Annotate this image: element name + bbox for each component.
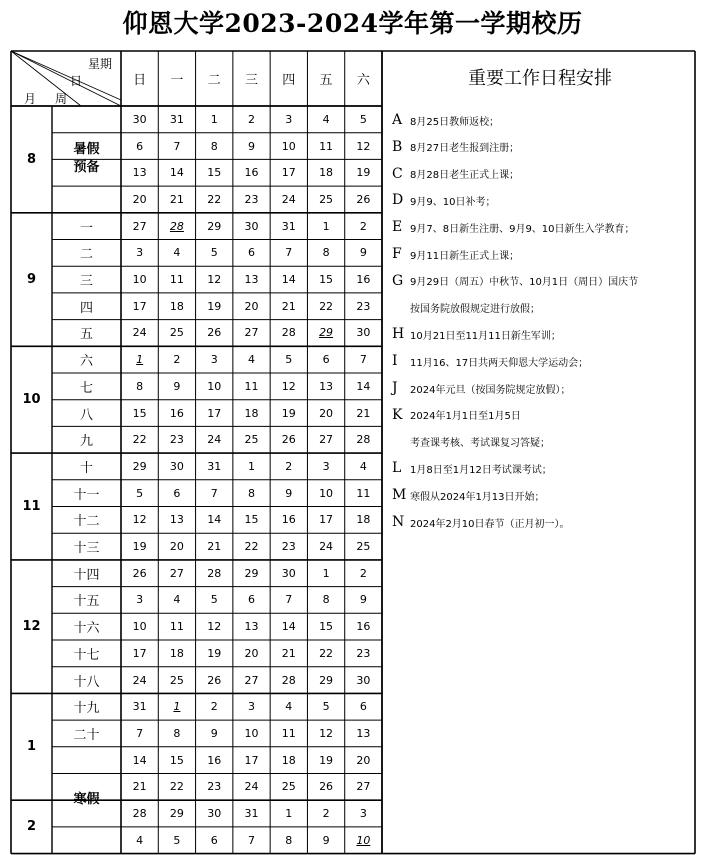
date-cell: 31	[244, 807, 259, 821]
date-cell: 20	[244, 299, 259, 313]
date-cell: 17	[244, 753, 259, 767]
date-cell: 1	[136, 353, 144, 367]
date-cell: 10	[356, 833, 371, 847]
date-cell: 2	[173, 353, 181, 367]
date-cell: 5	[210, 246, 218, 260]
date-cell: 1	[322, 219, 330, 233]
schedule-note	[392, 321, 561, 347]
date-cell: 24	[319, 540, 334, 554]
date-cell: 19	[319, 753, 334, 767]
date-cell: 2	[322, 807, 330, 821]
date-cell: 23	[244, 192, 259, 206]
date-cell: 6	[359, 700, 367, 714]
date-cell: 28	[169, 219, 184, 233]
date-cell: 25	[244, 433, 259, 447]
date-cell: 25	[169, 673, 184, 687]
date-cell: 15	[169, 753, 184, 767]
date-cell: 9	[359, 246, 367, 260]
week-label: 十	[79, 460, 93, 476]
date-cell: 16	[356, 620, 371, 634]
date-cell: 14	[281, 620, 296, 634]
date-cell: 20	[319, 406, 334, 420]
date-cell: 28	[207, 566, 222, 580]
date-cell: 6	[173, 486, 181, 500]
date-cell: 3	[210, 353, 218, 367]
date-cell: 25	[356, 540, 371, 554]
week-label: 十二	[73, 514, 100, 530]
week-label: 十四	[73, 567, 100, 583]
pre-semester-label: 暑假	[73, 142, 100, 158]
month-label-2: 2	[26, 819, 37, 835]
date-cell: 27	[356, 780, 371, 794]
date-cell: 13	[244, 620, 259, 634]
date-cell: 7	[285, 593, 293, 607]
date-cell: 10	[244, 726, 259, 740]
date-cell: 15	[319, 620, 334, 634]
schedule-note	[392, 241, 519, 267]
note-text: 2024年2月10日春节（正月初一）。	[410, 518, 570, 530]
date-cell: 9	[285, 486, 293, 500]
month-label-11: 11	[22, 498, 41, 514]
date-cell: 14	[207, 513, 222, 527]
date-cell: 19	[281, 406, 296, 420]
date-cell: 10	[132, 620, 147, 634]
date-cell: 7	[173, 139, 181, 153]
date-cell: 6	[247, 593, 255, 607]
date-cell: 1	[322, 566, 330, 580]
schedule-note	[392, 134, 519, 160]
month-label-9: 9	[26, 272, 37, 288]
date-cell: 16	[356, 273, 371, 287]
week-label: 三	[79, 274, 93, 290]
date-cell: 10	[132, 273, 147, 287]
date-cell: 17	[319, 513, 334, 527]
date-cell: 29	[319, 673, 334, 687]
week-label: 四	[79, 300, 93, 316]
note-text: 8月25日教师返校；	[410, 116, 500, 128]
date-cell: 13	[319, 379, 334, 393]
week-label: 六	[79, 354, 93, 370]
date-cell: 4	[359, 459, 367, 473]
date-cell: 15	[132, 406, 147, 420]
date-cell: 28	[132, 807, 147, 821]
date-cell: 13	[244, 273, 259, 287]
date-cell: 1	[210, 112, 218, 126]
date-cell: 20	[169, 540, 184, 554]
note-letter: M	[392, 487, 407, 504]
schedule-note	[392, 107, 499, 133]
date-cell: 2	[210, 700, 218, 714]
date-cell: 12	[207, 273, 222, 287]
note-text: 8月28日老生正式上课；	[410, 170, 520, 182]
date-cell: 11	[281, 726, 296, 740]
date-cell: 26	[356, 192, 371, 206]
date-cell: 6	[322, 353, 330, 367]
note-letter: N	[392, 514, 405, 530]
week-label: 十九	[73, 701, 100, 717]
date-cell: 16	[207, 753, 222, 767]
date-cell: 2	[359, 219, 367, 233]
date-cell: 12	[132, 513, 147, 527]
date-cell: 3	[359, 807, 367, 821]
date-cell: 29	[244, 566, 259, 580]
note-letter: J	[392, 380, 398, 396]
date-cell: 3	[136, 593, 144, 607]
corner-month-label: 月	[24, 92, 37, 106]
date-cell: 22	[244, 540, 259, 554]
schedule-note	[392, 375, 570, 401]
note-letter: G	[392, 272, 404, 289]
note-text: 10月21日至11月11日新生军训；	[410, 330, 561, 342]
date-cell: 5	[210, 593, 218, 607]
date-cell: 13	[169, 513, 184, 527]
date-cell: 14	[281, 273, 296, 287]
note-text: 11月16、17日共两天仰恩大学运动会；	[410, 357, 589, 369]
day-header-5: 五	[319, 73, 333, 88]
date-cell: 14	[132, 753, 147, 767]
week-label: 十五	[73, 594, 100, 610]
schedule-note	[392, 161, 519, 187]
date-cell: 4	[322, 112, 330, 126]
note-letter: I	[392, 353, 398, 370]
date-cell: 4	[285, 700, 293, 714]
date-cell: 4	[136, 833, 144, 847]
date-cell: 27	[132, 219, 147, 233]
note-text: 9月9、10日补考；	[410, 196, 496, 208]
date-cell: 22	[169, 780, 184, 794]
month-label-1: 1	[26, 739, 37, 755]
date-cell: 18	[356, 513, 371, 527]
note-text: 1月8日至1月12日考试课考试；	[410, 464, 552, 476]
date-cell: 2	[359, 566, 367, 580]
date-cell: 6	[136, 139, 144, 153]
date-cell: 24	[281, 192, 296, 206]
corner-day-label: 日	[70, 74, 83, 88]
date-cell: 10	[207, 379, 222, 393]
day-header-4: 四	[282, 73, 296, 88]
week-label: 十三	[73, 541, 100, 557]
date-cell: 30	[244, 219, 259, 233]
date-cell: 23	[207, 780, 222, 794]
schedule-note	[392, 482, 545, 508]
week-label: 八	[79, 407, 93, 423]
date-cell: 8	[322, 246, 330, 260]
date-cell: 31	[281, 219, 296, 233]
page-title: 仰恩大学2023-2024学年第一学期校历	[122, 9, 583, 38]
note-text: 考查课考核、考试课复习答疑；	[410, 438, 550, 450]
date-cell: 23	[281, 540, 296, 554]
day-header-0: 日	[133, 73, 147, 88]
note-text: 寒假从2024年1月13日开始；	[410, 491, 545, 503]
date-cell: 1	[173, 700, 181, 714]
date-cell: 10	[319, 486, 334, 500]
date-cell: 23	[356, 646, 371, 660]
date-cell: 24	[207, 433, 222, 447]
date-cell: 7	[359, 353, 367, 367]
month-label-12: 12	[22, 619, 41, 635]
date-cell: 30	[169, 459, 184, 473]
date-cell: 12	[356, 139, 371, 153]
date-cell: 28	[281, 326, 296, 340]
date-cell: 22	[319, 299, 334, 313]
corner-weekday-label: 星期	[88, 57, 113, 71]
date-cell: 4	[247, 353, 255, 367]
date-cell: 27	[244, 326, 259, 340]
date-cell: 16	[281, 513, 296, 527]
date-cell: 25	[169, 326, 184, 340]
note-text: 2024年1月1日至1月5日	[410, 411, 521, 423]
date-cell: 28	[356, 433, 371, 447]
schedule-note	[392, 455, 552, 481]
day-header-3: 三	[244, 73, 258, 88]
date-cell: 25	[281, 780, 296, 794]
date-cell: 26	[319, 780, 334, 794]
date-cell: 9	[322, 833, 330, 847]
note-letter: D	[392, 192, 404, 209]
date-cell: 29	[132, 459, 147, 473]
date-cell: 20	[356, 753, 371, 767]
note-text: 按国务院放假规定进行放假；	[410, 304, 540, 316]
date-cell: 18	[281, 753, 296, 767]
date-cell: 3	[136, 246, 144, 260]
date-cell: 7	[210, 486, 218, 500]
date-cell: 31	[169, 112, 184, 126]
week-label: 二	[79, 247, 93, 263]
date-cell: 31	[207, 459, 222, 473]
note-letter: H	[392, 326, 405, 343]
note-letter: L	[392, 460, 402, 477]
date-cell: 20	[132, 192, 147, 206]
day-header-2: 二	[207, 73, 221, 88]
date-cell: 26	[281, 433, 296, 447]
date-cell: 27	[244, 673, 259, 687]
date-cell: 9	[247, 139, 255, 153]
date-cell: 8	[322, 593, 330, 607]
note-text: 9月11日新生正式上课；	[410, 250, 520, 262]
date-cell: 15	[244, 513, 259, 527]
schedule-note	[392, 295, 540, 321]
date-cell: 23	[169, 433, 184, 447]
schedule-panel-title: 重要工作日程安排	[468, 68, 612, 89]
date-cell: 15	[319, 273, 334, 287]
date-cell: 2	[285, 459, 293, 473]
date-cell: 10	[281, 139, 296, 153]
date-cell: 9	[210, 726, 218, 740]
date-cell: 13	[132, 166, 147, 180]
date-cell: 30	[356, 673, 371, 687]
date-cell: 11	[169, 620, 184, 634]
note-letter: F	[392, 246, 402, 262]
date-cell: 17	[207, 406, 222, 420]
pre-semester-label: 预备	[73, 160, 100, 176]
date-cell: 31	[132, 700, 147, 714]
week-label: 十八	[73, 674, 100, 690]
day-header-1: 一	[170, 73, 184, 88]
date-cell: 2	[247, 112, 255, 126]
date-cell: 22	[319, 646, 334, 660]
date-cell: 26	[207, 673, 222, 687]
note-letter: A	[392, 112, 403, 128]
week-label: 十一	[73, 487, 100, 503]
note-text: 2024年元旦（按国务院规定放假）；	[410, 384, 571, 396]
date-cell: 12	[319, 726, 334, 740]
date-cell: 3	[322, 459, 330, 473]
date-cell: 16	[244, 166, 259, 180]
corner-week-label: 周	[55, 92, 68, 106]
date-cell: 5	[285, 353, 293, 367]
date-cell: 27	[319, 433, 334, 447]
date-cell: 23	[356, 299, 371, 313]
date-cell: 18	[319, 166, 334, 180]
date-cell: 1	[285, 807, 293, 821]
date-cell: 17	[132, 299, 147, 313]
date-cell: 13	[356, 726, 371, 740]
date-cell: 28	[281, 673, 296, 687]
schedule-note	[392, 187, 495, 213]
date-cell: 12	[207, 620, 222, 634]
date-cell: 8	[136, 379, 144, 393]
date-cell: 8	[173, 726, 181, 740]
date-cell: 6	[210, 833, 218, 847]
date-cell: 19	[207, 299, 222, 313]
week-label: 一	[79, 220, 93, 236]
schedule-note	[392, 509, 570, 535]
date-cell: 29	[169, 807, 184, 821]
date-cell: 17	[281, 166, 296, 180]
week-label: 七	[79, 380, 93, 396]
date-cell: 8	[247, 486, 255, 500]
date-cell: 21	[132, 780, 147, 794]
date-cell: 25	[319, 192, 334, 206]
week-label: 九	[79, 434, 93, 450]
date-cell: 11	[244, 379, 259, 393]
date-cell: 11	[356, 486, 371, 500]
day-header-6: 六	[356, 73, 370, 88]
date-cell: 17	[132, 646, 147, 660]
week-label: 五	[79, 327, 93, 343]
date-cell: 19	[207, 646, 222, 660]
date-cell: 30	[207, 807, 222, 821]
schedule-note	[392, 214, 635, 240]
week-label: 十六	[73, 621, 100, 637]
date-cell: 29	[319, 326, 334, 340]
date-cell: 16	[169, 406, 184, 420]
week-label: 二十	[73, 727, 100, 743]
date-cell: 14	[169, 166, 184, 180]
date-cell: 30	[356, 326, 371, 340]
date-cell: 24	[244, 780, 259, 794]
date-cell: 7	[285, 246, 293, 260]
note-letter: C	[392, 165, 403, 182]
date-cell: 12	[281, 379, 296, 393]
schedule-note	[392, 348, 588, 374]
date-cell: 11	[169, 273, 184, 287]
date-cell: 24	[132, 673, 147, 687]
winter-break-block: 寒假	[73, 792, 100, 808]
date-cell: 21	[356, 406, 371, 420]
date-cell: 3	[247, 700, 255, 714]
date-cell: 22	[132, 433, 147, 447]
date-cell: 26	[132, 566, 147, 580]
date-cell: 18	[169, 299, 184, 313]
date-cell: 24	[132, 326, 147, 340]
note-text: 9月29日（周五）中秋节、10月1日（周日）国庆节	[410, 277, 639, 289]
date-cell: 15	[207, 166, 222, 180]
date-cell: 6	[247, 246, 255, 260]
date-cell: 3	[285, 112, 293, 126]
date-cell: 29	[207, 219, 222, 233]
note-text: 9月7、8日新生注册、9月9、10日新生入学教育；	[410, 223, 635, 235]
date-cell: 22	[207, 192, 222, 206]
schedule-note	[392, 268, 638, 294]
date-cell: 4	[173, 593, 181, 607]
date-cell: 7	[136, 726, 144, 740]
date-cell: 30	[281, 566, 296, 580]
date-cell: 18	[169, 646, 184, 660]
date-cell: 1	[247, 459, 255, 473]
date-cell: 19	[132, 540, 147, 554]
pre-semester-block	[52, 106, 121, 213]
date-cell: 5	[359, 112, 367, 126]
date-cell: 21	[281, 299, 296, 313]
date-cell: 21	[207, 540, 222, 554]
date-cell: 4	[173, 246, 181, 260]
date-cell: 19	[356, 166, 371, 180]
schedule-note	[392, 429, 550, 455]
date-cell: 11	[319, 139, 334, 153]
date-cell: 27	[169, 566, 184, 580]
date-cell: 5	[322, 700, 330, 714]
note-text: 8月27日老生报到注册；	[410, 143, 520, 155]
month-label-8: 8	[26, 151, 37, 167]
schedule-note	[392, 402, 521, 428]
note-letter: E	[392, 219, 403, 236]
date-cell: 8	[210, 139, 218, 153]
month-label-10: 10	[22, 392, 41, 408]
note-letter: K	[392, 406, 403, 423]
date-cell: 21	[169, 192, 184, 206]
date-cell: 30	[132, 112, 147, 126]
week-label: 十七	[73, 647, 100, 663]
date-cell: 7	[247, 833, 255, 847]
date-cell: 21	[281, 646, 296, 660]
date-cell: 9	[359, 593, 367, 607]
date-cell: 8	[285, 833, 293, 847]
date-cell: 26	[207, 326, 222, 340]
date-cell: 14	[356, 379, 371, 393]
note-letter: B	[392, 138, 403, 155]
date-cell: 5	[136, 486, 144, 500]
date-cell: 5	[173, 833, 181, 847]
date-cell: 18	[244, 406, 259, 420]
date-cell: 20	[244, 646, 259, 660]
date-cell: 9	[173, 379, 181, 393]
